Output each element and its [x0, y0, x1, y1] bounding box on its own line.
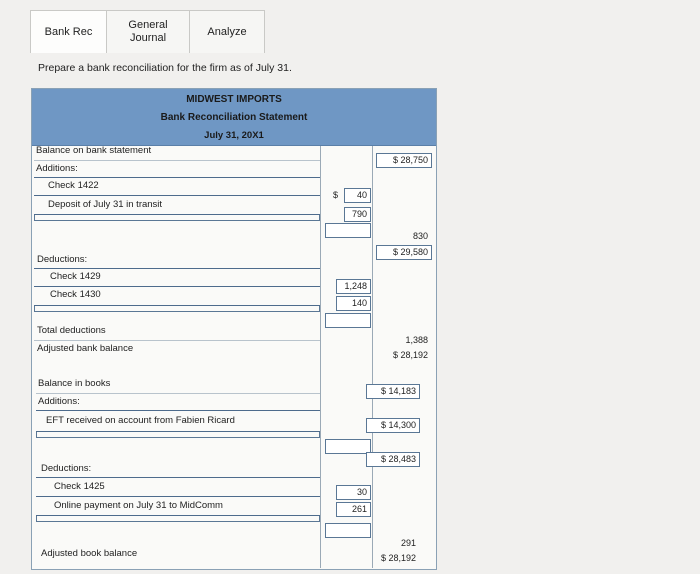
check-1430-label[interactable]: Check 1430 — [50, 289, 101, 300]
blank-entry-row[interactable] — [36, 432, 320, 438]
balance-bank-label: Balance on bank statement — [36, 145, 152, 156]
tab-label: General Journal — [128, 19, 168, 44]
row-divider — [36, 477, 320, 478]
company-name: MIDWEST IMPORTS — [186, 94, 282, 105]
check-1429-amount[interactable]: 1,248 — [336, 279, 371, 294]
blank-amount-cell[interactable] — [325, 439, 371, 454]
check-1425-label[interactable]: Check 1425 — [54, 481, 105, 492]
blank-amount-cell[interactable] — [325, 313, 371, 328]
row-divider — [34, 268, 320, 269]
additions-books-label: Additions: — [38, 396, 80, 407]
eft-amount[interactable]: $ 14,300 — [366, 418, 420, 433]
row-divider — [36, 496, 320, 497]
tab-label: Analyze — [207, 25, 247, 38]
balance-bank-total[interactable]: $ 28,750 — [376, 153, 432, 168]
blank-entry-row[interactable] — [36, 516, 320, 522]
blank-amount-cell[interactable] — [325, 523, 371, 538]
additions-total[interactable]: 830 — [412, 231, 428, 241]
dollar-sign: $ — [333, 190, 339, 200]
row-divider — [34, 286, 320, 287]
tab-bank-rec[interactable] — [30, 10, 107, 53]
tab-general-journal[interactable] — [106, 10, 190, 53]
blank-entry-row[interactable] — [34, 215, 320, 221]
row-divider — [34, 195, 320, 196]
online-payment-amount[interactable]: 261 — [336, 502, 371, 517]
statement-date: July 31, 20X1 — [204, 130, 264, 141]
book-subtotal[interactable]: $ 28,483 — [366, 452, 420, 467]
row-divider — [34, 177, 320, 178]
adjusted-book-amount[interactable]: $ 28,192 — [380, 553, 416, 563]
check-1422-amount[interactable]: 40 — [344, 188, 371, 203]
instruction-text: Prepare a bank reconciliation for the firm as of July 31. — [38, 62, 292, 74]
blank-entry-row[interactable] — [34, 306, 320, 312]
book-deductions-total[interactable]: 291 — [400, 538, 416, 548]
row-divider — [34, 340, 320, 341]
bank-subtotal[interactable]: $ 29,580 — [376, 245, 432, 260]
eft-label[interactable]: EFT received on account from Fabien Ricard — [46, 415, 235, 426]
balance-books-total[interactable]: $ 14,183 — [366, 384, 420, 399]
total-deductions-amount[interactable]: 1,388 — [405, 335, 428, 345]
deductions-label: Deductions: — [37, 254, 88, 265]
statement-header — [32, 89, 436, 146]
tab-analyze[interactable] — [189, 10, 265, 53]
bank-reconciliation-form — [31, 88, 437, 570]
total-deductions-label: Total deductions — [37, 325, 106, 336]
check-1430-amount[interactable]: 140 — [336, 296, 371, 311]
column-divider — [372, 146, 373, 568]
check-1425-amount[interactable]: 30 — [336, 485, 371, 500]
deductions-books-label: Deductions: — [41, 463, 92, 474]
online-payment-label[interactable]: Online payment on July 31 to MidComm — [54, 500, 223, 511]
tab-label: Bank Rec — [44, 25, 93, 38]
row-divider — [36, 393, 320, 394]
row-divider — [36, 410, 320, 411]
adjusted-bank-label: Adjusted bank balance — [37, 343, 134, 354]
blank-amount-cell[interactable] — [325, 223, 371, 238]
check-1422-label[interactable]: Check 1422 — [48, 180, 99, 191]
row-divider — [34, 160, 320, 161]
column-divider — [320, 146, 321, 568]
deposit-amount[interactable]: 790 — [344, 207, 371, 222]
additions-label: Additions: — [36, 163, 78, 174]
check-1429-label[interactable]: Check 1429 — [50, 271, 101, 282]
adjusted-book-label: Adjusted book balance — [41, 548, 138, 559]
balance-books-label: Balance in books — [38, 378, 111, 389]
deposit-label[interactable]: Deposit of July 31 in transit — [48, 199, 163, 210]
statement-title: Bank Reconciliation Statement — [160, 112, 308, 123]
adjusted-bank-amount[interactable]: $ 28,192 — [392, 350, 428, 360]
